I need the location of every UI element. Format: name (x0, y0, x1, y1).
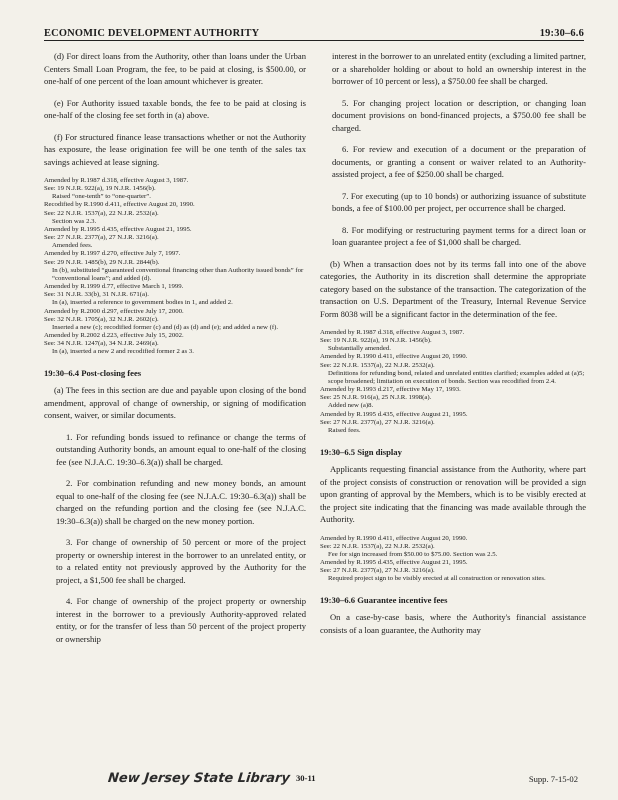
list-item-4-continued: interest in the borrower to an unrelated entity (excluding a limited partner, or a shareholder holding or about to hold an ownership interest in the borrower of 10 percent or less), a $750.00 fee shall be charged. (332, 51, 586, 86)
note-line: Raised “one-tenth” to “one-quarter”. (52, 193, 151, 201)
paragraph-b: (b) When a transaction does not by its terms fall into one of the above categories, the Authority in its discretion shall determine the appropriate category based on the substance of the transaction. The categorization of the transaction on U.S. Department of the Treasury, Internal Revenue Service Form 8038 will be a significant factor in the determination of the fee. (320, 258, 586, 319)
note-line: See: 25 N.J.R. 916(a), 25 N.J.R. 1998(a). (320, 394, 432, 402)
note-line: Section was 2.3. (52, 217, 97, 225)
note-line: Definitions for refunding bond, related and unrelated entities clarified; examples added at (a)5; scope broadened; limitation on execution of bonds. Section was recodified from 2.4. (328, 369, 585, 385)
note-line: See: 22 N.J.R. 1537(a), 22 N.J.R. 2532(a). (320, 542, 435, 550)
note-line: Amended by R.1995 d.435, effective August 21, 1995. (320, 559, 468, 566)
note-line: In (a), inserted a new 2 and recodified former 2 as 3. (52, 348, 194, 356)
note-line: Amended by R.1987 d.318, effective August 3, 1987. (44, 177, 189, 184)
paragraph-f: (f) For structured finance lease transactions whether or not the Authority has exposure, the lease origination fee will be one tenth of the sales tax savings achieved at lease signing. (44, 131, 306, 167)
note-line: See: 27 N.J.R. 2377(a), 27 N.J.R. 3216(a). (320, 567, 435, 575)
supplement-date: Supp. 7-15-02 (528, 774, 578, 784)
note-line: See: 32 N.J.R. 1705(a), 32 N.J.R. 2602(c). (44, 315, 159, 323)
note-line: Raised fees. (328, 426, 361, 434)
section-heading-post-closing: 19:30–6.4 Post-closing fees (44, 368, 142, 379)
running-header (44, 18, 584, 41)
note-line: Amended by R.1995 d.435, effective August 21, 1995. (320, 410, 468, 418)
list-item-3: 3. For change of ownership of 50 percent or more of the project property or ownership interest in the borrower to an unrelated entity, or to a related entity not previously approved by the Authority for the project, a $1,500 fee shall be charged. (56, 537, 306, 585)
note-line: See: 19 N.J.R. 922(a), 19 N.J.R. 1456(b). (320, 337, 432, 345)
note-line: In (b), substituted “guaranteed conventional financing other than Authority issued bonds” for “conventional loans”; and added (d). (52, 266, 304, 282)
note-line: See: 31 N.J.R. 33(b), 31 N.J.R. 671(a). (44, 291, 149, 299)
amendment-notes (44, 177, 306, 356)
note-line: Amended by R.1987 d.318, effective August 3, 1987. (320, 329, 465, 336)
list-item-6: 6. For review and execution of a document or the preparation of documents, or granting a consent or waiver related to an Authority-assisted project, a fee of $250.00 shall be charged. (332, 144, 586, 179)
note-line: See: 29 N.J.R. 1485(b), 29 N.J.R. 2844(b). (44, 258, 160, 266)
note-line: Amended by R.2000 d.297, effective July 17, 2000. (44, 307, 184, 315)
note-line: Required project sign to be visibly erected at all construction or renovation sites. (328, 575, 546, 583)
list-item-2: 2. For combination refunding and new money bonds, an amount equal to one-half of the closing fee (see N.J.A.C. 19:30–6.3(a)) shall be charged on the refunding portion and the closing fee (see N.J.A.C. 19:30–6.3(a)) shall be charged on the new money portion. (56, 478, 306, 526)
paragraph-a: (a) The fees in this section are due and payable upon closing of the bond amendment, approval of change of ownership, or signing of modification consent, waiver, or similar documents. (44, 385, 306, 421)
note-line: See: 19 N.J.R. 922(a), 19 N.J.R. 1456(b). (44, 185, 156, 193)
note-line: See: 27 N.J.R. 2377(a), 27 N.J.R. 3216(a). (44, 234, 159, 242)
note-line: Amended by R.1997 d.270, effective July 7, 1997. (44, 250, 181, 258)
paragraph-e: (e) For Authority issued taxable bonds, the fee to be paid at closing is one-half of the closing fee set forth in (a) above. (44, 97, 306, 120)
note-line: Inserted a new (c); recodified former (c) and (d) as (d) and (e); and added a new (f). (52, 323, 279, 331)
list-item-7: 7. For executing (up to 10 bonds) or authorizing issuance of substitute bonds, a fee of $100.00 per project, per occurrence shall be charged. (332, 190, 586, 213)
note-line: Recodified by R.1990 d.411, effective August 20, 1990. (44, 201, 195, 209)
note-line: Amended by R.1999 d.77, effective March 1, 1999. (44, 283, 184, 291)
amendment-notes (320, 329, 586, 435)
note-line: Amended by R.2002 d.223, effective July 15, 2002. (44, 331, 184, 339)
page-number: 30-11 (296, 773, 316, 783)
list-item-1: 1. For refunding bonds issued to refinance or change the terms of outstanding Authority bonds, an amount equal to one-half of the closing fee (see N.J.A.C. 19:30–6.3(a)) shall be charged. (56, 431, 306, 467)
paragraph-guarantee: On a case-by-case basis, where the Authority's financial assistance consists of a loan guarantee, the Authority may (320, 612, 586, 635)
note-line: Fee for sign increased from $50.00 to $75.00. Section was 2.5. (328, 550, 498, 558)
paragraph-sign: Applicants requesting financial assistance from the Authority, where part of the project consists of construction or renovation will be provided a sign upon granting of approval by the Members, which is to be visibly erected at the project site indicating that the financing was made available through the Authority. (320, 464, 586, 525)
header-title: ECONOMIC DEVELOPMENT AUTHORITY (44, 28, 260, 39)
note-line: Substantially amended. (328, 345, 391, 353)
note-line: See: 34 N.J.R. 1247(a), 34 N.J.R. 2469(a). (44, 340, 159, 348)
paragraph-d: (d) For direct loans from the Authority, other than loans under the Urban Centers Small Loan Program, the fee, to be paid at closing, is $500.00, or one-half of one percent of the loan amount whichever is greater. (44, 51, 306, 86)
list-item-5: 5. For changing project location or description, or changing loan document provisions on bond-financed projects, a $750.00 fee shall be charged. (332, 97, 586, 133)
section-heading-guarantee-fees: 19:30–6.6 Guarantee incentive fees (320, 595, 448, 606)
note-line: Amended by R.1990 d.411, effective August 20, 1990. (320, 353, 468, 361)
amendment-notes (320, 535, 586, 584)
header-section: 19:30–6.6 (539, 28, 584, 39)
left-column (44, 50, 306, 654)
note-line: Added new (a)8. (328, 402, 374, 410)
note-line: See: 22 N.J.R. 1537(a), 22 N.J.R. 2532(a). (320, 361, 435, 369)
note-line: See: 27 N.J.R. 2377(a), 27 N.J.R. 3216(a). (320, 418, 435, 426)
section-heading-sign-display: 19:30–6.5 Sign display (320, 447, 402, 458)
page-footer (0, 762, 618, 792)
note-line: Amended fees. (52, 242, 93, 250)
library-stamp-logo: New Jersey State Library (107, 771, 291, 786)
note-line: Amended by R.1990 d.411, effective August 20, 1990. (320, 534, 468, 542)
list-item-4: 4. For change of ownership of the project property or ownership interest in the borrower to a previously Authority-approved related entity, or for the transfer of less than 50 percent of the project property or ownership (56, 596, 306, 644)
note-line: Amended by R.1995 d.435, effective August 21, 1995. (44, 225, 192, 233)
right-column (320, 50, 586, 645)
note-line: Amended by R.1993 d.217, effective May 17, 1993. (320, 386, 461, 394)
note-line: In (a), inserted a reference to government bodies in 1, and added 2. (52, 299, 233, 307)
note-line: See: 22 N.J.R. 1537(a), 22 N.J.R. 2532(a). (44, 209, 159, 217)
list-item-8: 8. For modifying or restructuring payment terms for a direct loan or loan guarantee project a fee of $1,000 shall be charged. (332, 224, 586, 247)
